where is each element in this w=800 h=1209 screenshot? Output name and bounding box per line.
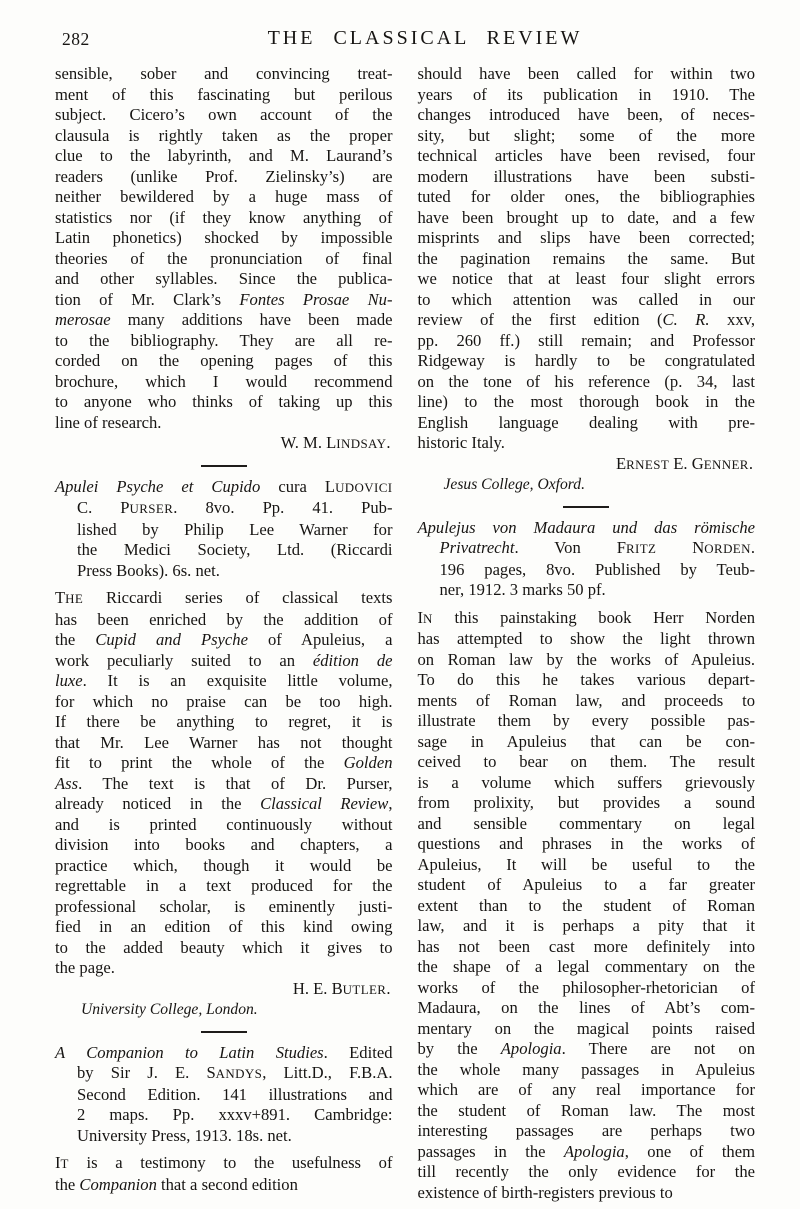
paragraph-line: interesting passages are perhaps two (417, 1121, 755, 1140)
paragraph-line: corded on the opening pages of this (55, 351, 393, 370)
heading-line: by Sir J. E. SANDYS, Litt.D., F.B.A. (77, 1063, 393, 1082)
paragraph-line: readers (unlike Prof. Zielinsky’s) are (55, 166, 393, 186)
paragraph-line: and sensible commentary on legal (417, 813, 755, 833)
paragraph-line: sity, but slight; some of the more (417, 125, 755, 145)
divider-rule (563, 506, 609, 508)
paragraph-line: and is printed continuously without (55, 814, 393, 834)
paragraph-line: brochure, which I would recommend (55, 371, 393, 391)
paragraph-line: the page. (55, 958, 115, 977)
paragraph-line: on Roman law by the works of Apuleius. (417, 649, 755, 669)
paragraph-line: technical articles have been revised, four (417, 146, 755, 165)
heading-line: the Medici Society, Ltd. (Riccardi (77, 540, 393, 559)
paragraph-line: the Companion that a second edition (55, 1174, 298, 1194)
paragraph-line: student of Apuleius to a far greater (417, 875, 755, 894)
paragraph-line: existence of birth-registers previous to (417, 1182, 673, 1202)
reviewer-signature-lindsay (55, 433, 393, 455)
paragraph-line: the Cupid and Psyche of Apuleius, a (55, 630, 393, 649)
heading-line: 196 pages, 8vo. Published by Teub- (439, 559, 755, 579)
paragraph-line: for which no praise can be too high. (55, 691, 393, 711)
right-column (418, 64, 756, 1203)
paragraph-line: division into books and chapters, a (55, 835, 393, 854)
paragraph-line: sage in Apuleius that can be con- (417, 731, 755, 751)
paragraph-line: to the added beauty which it gives to (55, 937, 393, 957)
paragraph-line: years of its publication in 1910. The (417, 84, 755, 104)
reviewer-signature-butler (55, 979, 393, 1001)
review-paragraph-norden (418, 608, 756, 1204)
small-caps-text: T (60, 1156, 69, 1171)
paragraph-line: that Mr. Lee Warner has not thought (55, 732, 393, 752)
reviewer-affiliation-genner (418, 475, 756, 496)
paragraph-line: subject. Cicero’s own account of the (55, 105, 393, 124)
paragraph-line: neither bewildered by a huge mass of (55, 187, 393, 206)
paragraph-line: illustrate them by every possible pas- (417, 711, 755, 730)
paragraph-line: is a volume which suffers grievously (417, 772, 755, 792)
left-column (55, 64, 393, 1203)
paragraph-line: and other syllables. Since the publica- (55, 269, 393, 288)
paragraph-line: which are of any real importance for (417, 1080, 755, 1099)
paragraph-line: have been brought up to date, and a few (417, 207, 755, 227)
heading-line: 2 maps. Pp. xxxv+891. Cambridge: (77, 1105, 393, 1124)
reviewer-affiliation-butler (55, 1000, 393, 1021)
section-divider (55, 1031, 393, 1033)
reviewer-signature-genner (418, 454, 756, 476)
paragraph-line: IT is a testimony to the usefulness of (55, 1153, 393, 1172)
review-paragraph-lindsay (55, 64, 393, 433)
review-paragraph-companion (55, 1153, 393, 1195)
paragraph-line: to anyone who thinks of taking up this (55, 392, 393, 411)
paragraph-line: modern illustrations have been substi- (417, 166, 755, 186)
paragraph-line: To do this he takes various depart- (417, 670, 755, 689)
paragraph-line: we notice that at least four slight errors (417, 269, 755, 288)
paragraph-line: questions and phrases in the works of (417, 834, 755, 853)
small-caps-text: HE (65, 591, 84, 606)
small-caps-text: UDOVICI (335, 479, 393, 495)
paragraph-line: line of research. (55, 412, 162, 432)
paragraph-line: changes introduced have been, of neces- (417, 105, 755, 124)
paragraph-line: ment of this fascinating but perilous (55, 84, 393, 104)
signature-line: H. E. BUTLER. (292, 978, 391, 998)
review-paragraph-butler (55, 588, 393, 979)
paragraph-line: to which attention was called in our (417, 289, 755, 309)
paragraph-line: IN this painstaking book Herr Norden (417, 607, 755, 627)
paragraph-line: ments of Roman law, and proceeds to (417, 690, 755, 710)
journal-title: THE CLASSICAL REVIEW (267, 27, 583, 49)
book-heading-sandys (55, 1043, 393, 1147)
paragraph-line: merosae many additions have been made (55, 310, 393, 329)
small-caps-text: RITZ (625, 541, 657, 556)
signature-line: W. M. LINDSAY. (280, 433, 391, 452)
paragraph-line: statistics nor (if they know anything of (55, 207, 393, 227)
paragraph-line: fied in an edition of this kind owing (55, 917, 393, 936)
paragraph-line: the student of Roman law. The most (417, 1100, 755, 1120)
section-divider (418, 506, 756, 508)
paragraph-line: passages in the Apologia, one of them (417, 1141, 755, 1161)
paragraph-line: regrettable in a text produced for the (55, 876, 393, 895)
small-caps-text: URSER (129, 501, 174, 516)
paragraph-line: to the bibliography. They are all re- (55, 330, 393, 350)
paragraph-line: has been enriched by the addition of (55, 609, 393, 629)
divider-rule (201, 465, 247, 467)
small-caps-text: RNEST (626, 456, 670, 472)
affiliation-line: Jesus College, Oxford. (443, 476, 585, 493)
paragraph-line: Ridgeway is hardly to be congratulated (417, 351, 755, 370)
paragraph-line: review of the first edition (C. R. xxv, (417, 310, 755, 329)
paragraph-line: THE Riccardi series of classical texts (55, 588, 393, 607)
paragraph-line: should have been called for within two (417, 64, 755, 83)
paragraph-line: misprints and slips have been corrected; (417, 228, 755, 247)
small-caps-text: UTLER (342, 981, 387, 997)
paragraph-line: has attempted to show the light thrown (417, 629, 755, 648)
paragraph-line: till recently the only evidence for the (417, 1162, 755, 1181)
paragraph-line: Madaura, on the lines of Abt’s com- (417, 998, 755, 1017)
paragraph-line: on the tone of his reference (p. 34, last (417, 371, 755, 391)
signature-line: ERNEST E. GENNER. (616, 453, 753, 473)
paragraph-line: already noticed in the Classical Review, (55, 794, 393, 813)
paragraph-line: works of the philosopher-rhetorician of (417, 977, 755, 997)
paragraph-line: line) to the most thorough book in the (417, 392, 755, 411)
small-caps-text: ENNER (703, 456, 749, 472)
page-number: 282 (62, 29, 90, 49)
paragraph-line: pp. 260 ff.) still remain; and Professor (417, 330, 755, 350)
paragraph-line: sensible, sober and convincing treat- (55, 64, 393, 83)
paragraph-line: clausula is rightly taken as the proper (55, 125, 393, 145)
heading-line: Press Books). 6s. net. (77, 560, 220, 580)
small-caps-text: INDSAY (336, 436, 387, 451)
paragraph-line: law, and it is perhaps a pity that it (417, 916, 755, 935)
paragraph-line: fit to print the whole of the Golden (55, 753, 393, 772)
heading-line: C. PURSER. 8vo. Pp. 41. Pub- (77, 498, 393, 517)
paragraph-line: work peculiarly suited to an édition de (55, 650, 393, 670)
paragraph-line: Ass. The text is that of Dr. Purser, (55, 773, 393, 793)
heading-line: Apulejus von Madaura und das römische (417, 517, 755, 537)
book-heading-norden (418, 518, 756, 601)
paragraph-line: luxe. It is an exquisite little volume, (55, 671, 393, 690)
paragraph-line: practice which, though it would be (55, 855, 393, 875)
page-columns (0, 53, 800, 1203)
paragraph-line: the pagination remains the same. But (417, 248, 755, 268)
paragraph-line: the shape of a legal commentary on the (417, 957, 755, 976)
paragraph-line: historic Italy. (417, 433, 505, 452)
paragraph-line: by the Apologia. There are not on (417, 1039, 755, 1058)
paragraph-line: from prolixity, but provides a sound (417, 793, 755, 812)
paragraph-line: clue to the labyrinth, and M. Laurand’s (55, 146, 393, 165)
heading-line: Privatrecht. Von FRITZ NORDEN. (439, 538, 756, 557)
paragraph-line: English language dealing with pre- (417, 412, 755, 432)
paragraph-line: extent than to the student of Roman (417, 895, 755, 915)
heading-line: Apulei Psyche et Cupido cura LUDOVICI (55, 476, 393, 496)
paragraph-line: If there be anything to regret, it is (55, 712, 393, 731)
paragraph-line: tuted for older ones, the bibliographies (417, 187, 755, 206)
paragraph-line: the whole many passages in Apuleius (417, 1059, 755, 1079)
section-divider (55, 465, 393, 467)
paragraph-line: Latin phonetics) shocked by impossible (55, 228, 393, 247)
heading-line: ner, 1912. 3 marks 50 pf. (439, 580, 606, 599)
divider-rule (201, 1031, 247, 1033)
paragraph-line: theories of the pronunciation of final (55, 248, 393, 268)
heading-line: University Press, 1913. 18s. net. (77, 1125, 292, 1145)
paragraph-line: professional scholar, is eminently justi- (55, 896, 393, 916)
heading-line: Second Edition. 141 illustrations and (77, 1084, 393, 1104)
paragraph-line: tion of Mr. Clark’s Fontes Prosae Nu- (55, 289, 393, 309)
paragraph-line: ceived to bear on them. The result (417, 752, 755, 771)
small-caps-text: ORDEN (704, 541, 751, 556)
heading-line: lished by Philip Lee Warner for (77, 519, 393, 539)
heading-line: A Companion to Latin Studies. Edited (55, 1042, 393, 1062)
paragraph-line: Apuleius, It will be useful to the (417, 854, 755, 874)
small-caps-text: N (423, 610, 433, 626)
paragraph-line: mentary on the magical points raised (417, 1018, 755, 1038)
affiliation-line: University College, London. (81, 1001, 258, 1018)
paragraph-line: has not been cast more definitely into (417, 936, 755, 956)
review-paragraph-genner (418, 64, 756, 454)
small-caps-text: ANDYS (215, 1066, 263, 1081)
book-heading-purser (55, 477, 393, 582)
page-header (0, 0, 800, 53)
